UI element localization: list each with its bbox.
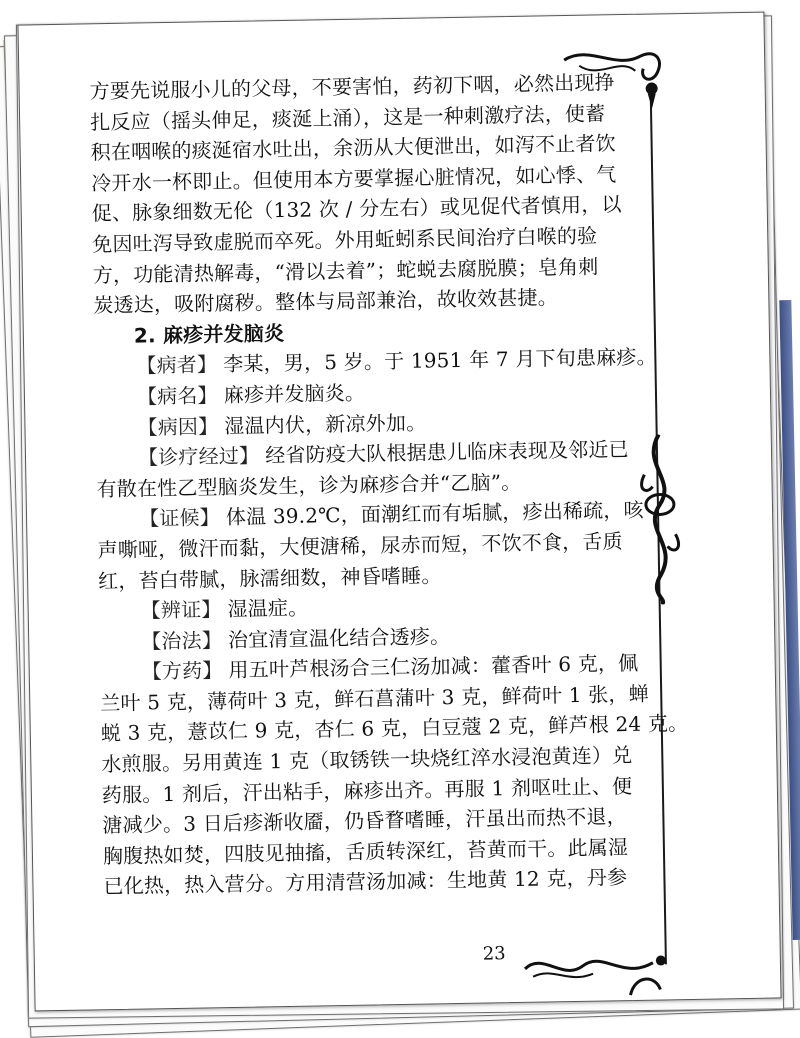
- paragraph-line: 冷开水一杯即止。但使用本方要掌握心脏情况，如心悸、气: [91, 161, 617, 196]
- field-continuation: 药服。1 剂后，汗出粘手，麻疹出齐。再服 1 剂呕吐止、便: [101, 773, 633, 807]
- field-label: 【诊疗经过】: [137, 443, 260, 470]
- field-value: 经省防疫大队根据患儿临床表现及邻近已: [264, 437, 629, 468]
- field-continuation: 有散在性乙型脑炎发生，诊为麻疹合并“乙脑”。: [96, 469, 522, 502]
- field-continuation: 蜕 3 克，薏苡仁 9 克，杏仁 6 克，白豆蔻 2 克，鲜芦根 24 克。: [100, 711, 689, 746]
- field-label: 【证候】: [138, 505, 221, 531]
- field-continuation: 已化热，热入营分。方用清营汤加减：生地黄 12 克，丹参: [103, 865, 628, 899]
- field-continuation: 溏减少。3 日后疹渐收靥，仍昏瞀嗜睡，汗虽出而热不退，: [102, 804, 628, 838]
- field-value: 湿温症。: [227, 595, 309, 622]
- field-value: 用五叶芦根汤合三仁汤加减：藿香叶 6 克，佩: [228, 651, 639, 683]
- field-label: 【辨证】: [140, 597, 222, 623]
- corner-curl-icon: [625, 969, 666, 1000]
- field-continuation: 红，苔白带腻，脉濡细数，神昏嗜睡。: [97, 562, 442, 593]
- field-label: 【病者】: [136, 352, 218, 378]
- paragraph-line: 促、脉象细数无伦（132 次 / 分左右）或见促代者慎用，以: [91, 192, 622, 226]
- field-continuation: 胸腹热如焚，四肢见抽搐，舌质转深红，苔黄而干。此属湿: [102, 834, 629, 869]
- field-continuation: 水煎服。另用黄连 1 克（取锈铁一块烧红淬水浸泡黄连）兑: [101, 743, 633, 777]
- field-value: 湿温内伏，新凉外加。: [224, 410, 427, 438]
- paragraph-line: 积在咽喉的痰涎宿水吐出，余沥从大便泄出，如泻不止者饮: [90, 131, 617, 165]
- field-label: 【病名】: [136, 383, 218, 409]
- field-continuation: 声嘶哑，微汗而黏，大便溏稀，尿赤而短，不饮不食，舌质: [97, 529, 623, 563]
- page-number: 23: [482, 943, 506, 965]
- field-value: 治宜清宣温化结合透疹。: [227, 623, 451, 652]
- field-label: 【治法】: [141, 627, 223, 654]
- paragraph-line: 扎反应（摇头伸足，痰涎上涌），这是一种刺激疗法，使蓄: [89, 100, 606, 134]
- paragraph-line: 炭透达，吸附腐秽。整体与局部兼治，故收效甚捷。: [93, 285, 559, 318]
- field-label: 【病因】: [137, 413, 219, 440]
- field-value: 麻疹并发脑炎。: [223, 380, 366, 407]
- paragraph-line: 方要先说服小儿的父母，不要害怕，药初下咽，必然出现挣: [89, 70, 615, 104]
- body-text: [89, 66, 689, 902]
- paragraph-line: 方，功能清热解毒，“滑以去着”；蛇蜕去腐脱膜；皂角刺: [92, 254, 599, 287]
- field-continuation: 兰叶 5 克，薄荷叶 3 克，鲜石菖蒲叶 3 克，鲜荷叶 1 张，蝉: [100, 681, 649, 716]
- field-value: 体温 39.2℃，面潮红而有垢腻，疹出稀疏，咳: [225, 498, 644, 530]
- section-heading: 2. 麻疹并发脑炎: [133, 320, 285, 348]
- field-label: 【方药】: [141, 658, 223, 684]
- field-value: 李某，男，5 岁。于 1951 年 7 月下旬患麻疹。: [223, 344, 657, 377]
- book-page: [17, 12, 781, 1012]
- paragraph-line: 免因吐泻导致虚脱而卒死。外用蚯蚓系民间治疗白喉的验: [92, 223, 598, 257]
